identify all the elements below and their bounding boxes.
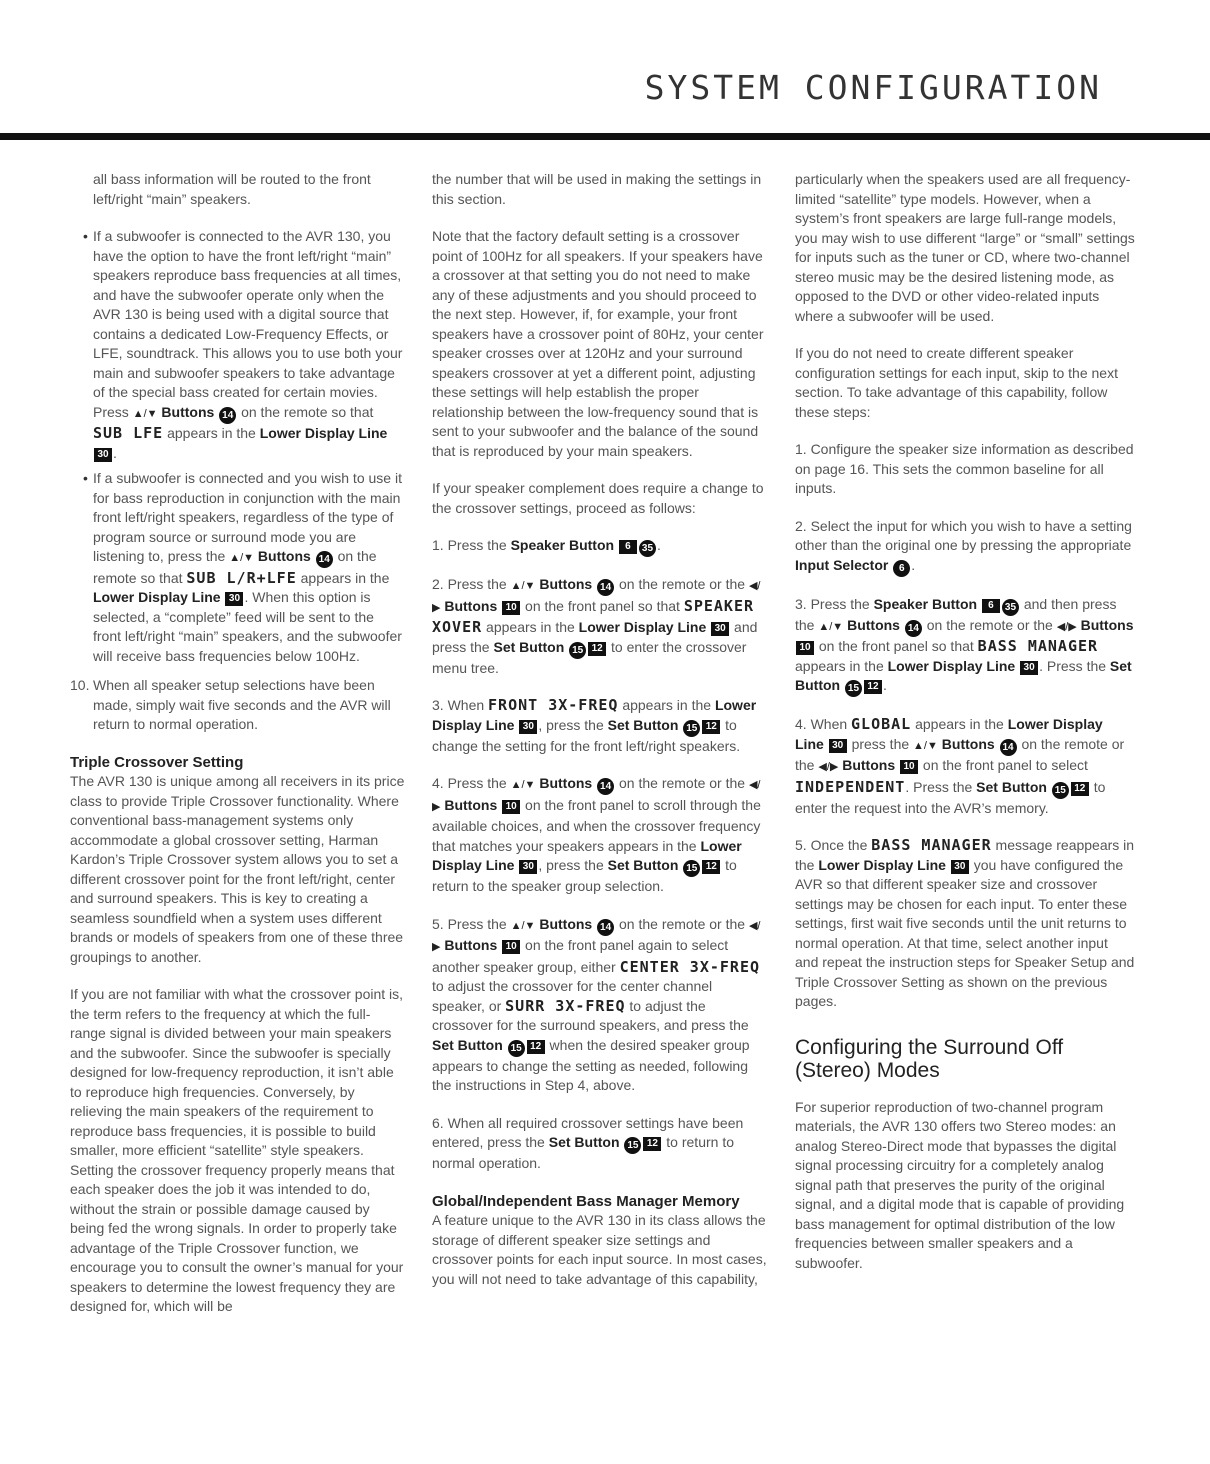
set-button-label: Set Button xyxy=(607,716,679,733)
callout-number: 6 xyxy=(982,599,1000,613)
surround-off-section-heading: Configuring the Surround Off (Stereo) Modes xyxy=(795,1035,1064,1082)
text: on the remote or the xyxy=(619,915,746,932)
callout-number: 15 xyxy=(624,1137,641,1154)
display-message: SUB LFE xyxy=(93,424,164,442)
text: you have configured the AVR so that different speaker size and crossover settings may be chosen for each input. To enter these settings, first wait five seconds until the unit returns to normal operation. At that time, select another input and repeat the instruction steps for Speaker Setup and Triple Crossover Setting as shown on the previous pages. xyxy=(795,856,1135,1009)
intro-paragraph: all bass information will be routed to the front left/right “main” speakers. xyxy=(93,171,371,207)
text: . When this option is selected, a “complete” feed will be sent to the front left/right “main” speakers, and the subwoofer will receive bass frequencies below 100Hz. xyxy=(93,589,402,664)
set-button-label: Set Button xyxy=(548,1134,620,1150)
text: and then press the xyxy=(795,595,1117,633)
step-3 xyxy=(432,696,767,756)
text: on the remote or the xyxy=(795,735,1125,773)
callout-number: 14 xyxy=(219,407,236,424)
up-down-arrows-icon: ▲/▼ xyxy=(818,620,844,633)
callout-number: 10 xyxy=(502,940,520,954)
button-label: Buttons xyxy=(1080,616,1134,633)
text: on the front panel again to select another speaker group, either xyxy=(432,937,729,975)
step-1: 1. Configure the speaker size information as described on page 16. This sets the common baseline for all inputs. xyxy=(795,441,1134,496)
callout-number: 12 xyxy=(702,860,720,874)
callout-number: 14 xyxy=(1000,739,1017,756)
callout-number: 12 xyxy=(588,642,606,656)
text: when the desired speaker group appears to change the setting as needed, following the instructions in Step 4, above. xyxy=(432,1036,750,1093)
callout-number: 15 xyxy=(508,1040,525,1057)
left-right-arrows-icon: ◀/▶ xyxy=(432,919,761,953)
text: to change the setting for the front left/right speakers. xyxy=(432,716,741,754)
lower-display-line-label: Lower Display Line xyxy=(578,619,707,635)
step-4 xyxy=(795,715,1135,818)
callout-number: 30 xyxy=(519,720,537,734)
text: to return to the speaker group selection. xyxy=(432,857,737,894)
paragraph: Note that the factory default setting is a crossover point of 100Hz for all speakers. If your speakers have a crossover at that setting you do not need to make any of these adjustments and you should proceed to the next step. However, if, for example, your front speakers have a crossover point of 80Hz, your center speaker crosses over at 120Hz and your surround speakers crossover at yet a different point, adjusting these settings will help establish the proper relationship between the low-frequency sound that is sent to your subwoofer and the balance of the sound that is reproduced by your main speakers. xyxy=(432,228,764,459)
text: on the remote or the xyxy=(619,775,746,791)
triple-crossover-paragraph: The AVR 130 is unique among all receivers in its price class to provide Triple Crossover functionality. Where conventional bass-management systems only accommodate a global crossover setting, Harman Kardon’s Triple Crossover system allows you to set a different crossover point for the front left/right, center and surround speakers. This is key to creating a seamless soundfield when a system uses different brands or models of speakers from one of these three groupings to another. xyxy=(70,773,405,965)
text: When all speaker setup selections have been made, simply wait five seconds and the AVR will return to normal operation. xyxy=(93,677,391,732)
display-message: SUB L/R+LFE xyxy=(186,568,297,587)
up-down-arrows-icon: ▲/▼ xyxy=(510,779,536,791)
display-message: FRONT 3X-FREQ xyxy=(488,696,619,714)
set-button-label: Set Button xyxy=(607,857,679,873)
callout-number: 30 xyxy=(94,448,112,462)
step-2: 2. Select the input for which you wish to have a setting other than the original one by pressing the appropriate Input Selector 6 . xyxy=(795,517,1135,577)
callout-number: 15 xyxy=(683,860,700,877)
input-selector-label: Input Selector xyxy=(795,556,889,573)
callout-number: 15 xyxy=(569,642,586,659)
display-message: INDEPENDENT xyxy=(795,777,906,796)
button-label: Buttons xyxy=(847,616,900,633)
button-label: Buttons xyxy=(444,796,498,813)
set-button-label: Set Button xyxy=(432,1036,503,1053)
callout-number: 15 xyxy=(1052,782,1069,799)
step-3: 3. Press the Speaker Button 6 35 and then press the ▲/▼ Buttons 14 on the remote or the ◀/▶ Buttons 10 on the front panel so that BASS MANAGER appears in the Lower Display Line 30 . Press the Set Button 15 12 . xyxy=(795,595,1135,698)
callout-number: 10 xyxy=(502,800,520,814)
text: appears in the xyxy=(486,619,575,635)
callout-number: 10 xyxy=(900,760,918,774)
text: press the xyxy=(851,735,910,752)
callout-number: 15 xyxy=(683,720,700,737)
step-number: 10. xyxy=(70,677,90,693)
paragraph: the number that will be used in making the settings in this section. xyxy=(432,171,762,207)
text: , press the xyxy=(538,857,604,873)
button-label: Speaker Button xyxy=(873,595,978,612)
callout-number: 12 xyxy=(702,720,720,734)
button-label: Buttons xyxy=(161,403,215,420)
bullet-subwoofer-lfe: • If a subwoofer is connected to the AVR 130, you have the option to have the front left/right “main” speakers reproduce bass frequencies at all times, and have the subwoofer operate only when the AVR 130 is being used with a digital source that contains a dedicated Low-Frequency Effects, or LFE, soundtrack. This allows you to use both your main and subwoofer speakers to take advantage of the special bass created for certain movies. Press ▲/▼ Buttons 14 on the remote so that SUB LFE appears in the Lower Display Line 30 . xyxy=(70,227,405,463)
button-label: Buttons xyxy=(539,915,593,932)
up-down-arrows-icon: ▲/▼ xyxy=(229,552,255,564)
header-rule xyxy=(0,133,1210,140)
button-label: Buttons xyxy=(257,548,311,564)
callout-number: 35 xyxy=(1002,599,1019,616)
lower-display-line-label: Lower Display Line xyxy=(259,425,388,441)
text: to adjust the crossover for the center channel speaker, or xyxy=(432,978,713,1014)
display-message: SURR 3X-FREQ xyxy=(505,996,626,1015)
text: on the front panel to scroll through the available choices, and when the crossover frequency that matches your speakers appears in the xyxy=(432,796,761,854)
text: to enter the crossover menu tree. xyxy=(432,638,747,676)
text: 3. When xyxy=(432,697,485,713)
callout-number: 12 xyxy=(864,680,882,694)
step-4 xyxy=(432,774,767,897)
display-message: GLOBAL xyxy=(851,715,912,733)
callout-number: 14 xyxy=(597,919,614,936)
text: and press the xyxy=(432,619,758,655)
display-message: CENTER 3X-FREQ xyxy=(619,957,761,976)
button-label: Buttons xyxy=(842,757,896,773)
callout-number: 30 xyxy=(829,739,847,753)
column-1 xyxy=(70,170,405,1335)
text: 2. Select the input for which you wish to have a setting other than the original one by pressing the appropriate xyxy=(795,517,1132,553)
callout-number: 30 xyxy=(519,860,537,874)
text: on the remote or the xyxy=(619,576,746,592)
display-message: BASS MANAGER xyxy=(871,836,992,854)
triple-crossover-heading: Triple Crossover Setting xyxy=(70,753,244,771)
text: appears in the xyxy=(167,425,256,441)
text: . Press the xyxy=(1039,657,1107,674)
text: appears in the xyxy=(915,716,1004,732)
text: 3. Press the xyxy=(795,595,870,612)
callout-number: 30 xyxy=(951,860,969,874)
step-6 xyxy=(432,1114,767,1174)
left-right-arrows-icon: ◀/▶ xyxy=(818,761,839,773)
callout-number: 14 xyxy=(316,551,333,568)
step-2 xyxy=(432,575,767,678)
text: appears in the xyxy=(622,697,712,713)
text: to adjust the crossover for the surround speakers, and press the xyxy=(432,997,749,1033)
global-bass-manager-heading: Global/Independent Bass Manager Memory xyxy=(432,1192,740,1210)
callout-number: 30 xyxy=(225,592,243,606)
crossover-explanation-paragraph: If you are not familiar with what the crossover point is, the term refers to the frequency at which the full-range signal is divided between your main speakers and the subwoofer. Since the subwoofer is specially designed for low-frequency reproduction, it isn’t able to reproduce high frequencies. Conversely, by relieving the main speakers of the requirement to reproduce bass frequencies, it is possible to build smaller, more efficient “satellite” style speakers. Setting the crossover frequency properly means that each speaker does the job it was intended to do, without the strain or possible damage caused by being fed the wrong signals. In order to properly take advantage of the Triple Crossover function, we encourage you to consult the owner’s manual for your speakers to determine the lowest frequency they are designed for, which will be xyxy=(70,986,404,1314)
text: 4. Press the xyxy=(432,775,507,791)
global-bass-manager-paragraph: A feature unique to the AVR 130 in its class allows the storage of different speaker size settings and crossover points for each input source. In most cases, you will not need to take advantage of this capability, xyxy=(432,1212,767,1287)
set-button-label: Set Button xyxy=(493,638,565,655)
up-down-arrows-icon: ▲/▼ xyxy=(132,407,158,420)
lower-display-line-label: Lower Display Line xyxy=(432,697,757,733)
callout-number: 10 xyxy=(796,641,814,655)
lower-display-line-label: Lower Display Line xyxy=(93,589,221,605)
text: to return to normal operation. xyxy=(432,1134,734,1171)
callout-number: 14 xyxy=(597,579,614,596)
step-10 xyxy=(70,676,405,735)
paragraph: If you do not need to create different speaker configuration settings for each input, skip to the next section. To take advantage of this capability, follow these steps: xyxy=(795,345,1118,420)
up-down-arrows-icon: ▲/▼ xyxy=(510,919,536,932)
page-title: SYSTEM CONFIGURATION xyxy=(644,68,1102,107)
lower-display-line-label: Lower Display Line xyxy=(432,837,742,873)
text: appears in the xyxy=(300,569,390,586)
callout-number: 35 xyxy=(639,540,656,557)
callout-number: 30 xyxy=(711,622,729,636)
callout-number: 15 xyxy=(845,680,862,697)
step-5 xyxy=(432,915,767,1096)
callout-number: 6 xyxy=(893,560,910,577)
button-label: Buttons xyxy=(539,576,593,592)
callout-number: 6 xyxy=(619,540,637,554)
up-down-arrows-icon: ▲/▼ xyxy=(510,580,536,592)
text: 4. When xyxy=(795,716,848,732)
text: . Press the xyxy=(905,778,973,795)
bullet-subwoofer-lr-lfe xyxy=(70,469,405,666)
text: , press the xyxy=(538,716,604,733)
button-label: Buttons xyxy=(539,775,593,791)
text: message reappears in the xyxy=(795,837,1135,873)
text: 5. Once the xyxy=(795,837,868,853)
text: 6. When all required crossover settings have been entered, press the xyxy=(432,1114,744,1150)
left-right-arrows-icon: ◀/▶ xyxy=(432,779,761,813)
callout-number: 14 xyxy=(597,778,614,795)
button-label: Speaker Button xyxy=(510,537,615,553)
text: on the front panel to select xyxy=(922,757,1088,773)
button-label: Buttons xyxy=(941,735,995,752)
callout-number: 30 xyxy=(1020,661,1038,675)
callout-number: 14 xyxy=(905,620,922,637)
text: on the front panel so that xyxy=(818,638,974,654)
callout-number: 12 xyxy=(527,1040,545,1054)
text: on the front panel so that xyxy=(525,597,680,614)
text: 1. Press the xyxy=(432,537,507,553)
lower-display-line-label: Lower Display Line xyxy=(887,657,1016,674)
paragraph: If your speaker complement does require a change to the crossover settings, proceed as follows: xyxy=(432,480,764,516)
step-1: 1. Press the Speaker Button 6 35 . xyxy=(432,536,767,557)
display-message: SPEAKER XOVER xyxy=(432,596,755,636)
display-message: BASS MANAGER xyxy=(977,637,1099,655)
paragraph: particularly when the speakers used are all frequency-limited “satellite” type models. However, when a system’s front speakers are large full-range models, you may wish to use different “large” or “small” settings for inputs such as the tuner or CD, where two-channel stereo music may be the desired listening mode, as opposed to the DVD or other video-related inputs where a subwoofer will be used. xyxy=(795,171,1135,324)
button-label: Buttons xyxy=(444,937,498,953)
step-5 xyxy=(795,836,1135,1012)
text: to enter the request into the AVR’s memory. xyxy=(795,778,1106,816)
callout-number: 12 xyxy=(1071,782,1089,796)
text: 2. Press the xyxy=(432,576,507,592)
text: If a subwoofer is connected and you wish to use it for bass reproduction in conjunction with the main front left/right speakers, regardless of the type of program source or surround mode you are listening to, press the xyxy=(93,470,402,564)
text: on the remote so that xyxy=(93,548,377,586)
column-3 xyxy=(795,170,1135,1291)
surround-off-paragraph: For superior reproduction of two-channel program materials, the AVR 130 offers two Stereo modes: an analog Stereo-Direct mode that bypasses the digital signal processing circuitry for a completely analog signal path that preserves the purity of the original signal, and a digital mode that is capable of providing bass management for optimal distribution of the low frequencies between smaller speakers and a subwoofer. xyxy=(795,1098,1125,1271)
left-right-arrows-icon: ◀/▶ xyxy=(432,580,761,614)
text: appears in the xyxy=(795,657,884,674)
left-right-arrows-icon: ◀/▶ xyxy=(1056,620,1077,633)
button-label: Buttons xyxy=(444,597,498,614)
callout-number: 10 xyxy=(502,601,520,615)
callout-number: 12 xyxy=(643,1137,661,1151)
text: on the remote or the xyxy=(926,616,1053,633)
set-button-label: Set Button xyxy=(976,778,1047,795)
text: If a subwoofer is connected to the AVR 130, you have the option to have the front left/right “main” speakers reproduce bass frequencies at all times, and have the subwoofer operate only when the AVR 130 is being used with a digital source that contains a dedicated Low-Frequency Effects, or LFE, soundtrack. This allows you to use both your main and subwoofer speakers to take advantage of the special bass created for certain movies. Press xyxy=(93,228,403,420)
text: 5. Press the xyxy=(432,915,507,932)
lower-display-line-label: Lower Display Line xyxy=(795,716,1103,752)
set-button-label: Set Button xyxy=(795,657,1132,693)
lower-display-line-label: Lower Display Line xyxy=(818,856,946,873)
up-down-arrows-icon: ▲/▼ xyxy=(913,739,938,752)
column-2 xyxy=(432,170,767,1307)
text: on the remote so that xyxy=(241,403,374,420)
